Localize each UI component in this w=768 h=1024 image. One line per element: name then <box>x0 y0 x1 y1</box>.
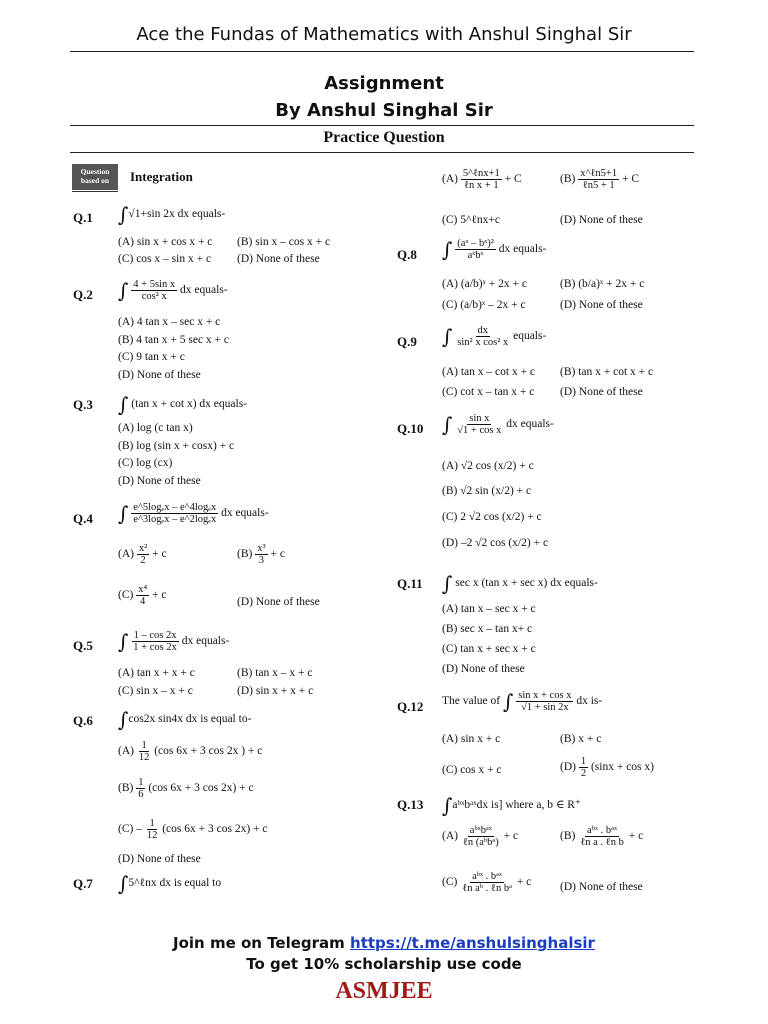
q13-number: Q.13 <box>397 797 424 812</box>
q7-option-b[interactable]: (B) $\frac{\text{x\textasciicircum{}ℓn5+1}}{\text{ℓn5 + 1}}$ + C <box>560 168 640 191</box>
q13-option-b[interactable]: (B) $\frac{\text{aᵇˣ . bᵃˣ}}{\text{ℓn a . ℓn b}}$ + c <box>560 825 644 848</box>
q9-stem: ∫ $\frac{dx}{\text{sin² x cos² x}}$ equals- <box>442 324 547 349</box>
q8-stem: ∫ $\frac{\text{(aˣ – bˣ)²}}{\text{aˣbˣ}}$ dx equals- <box>442 237 547 262</box>
q1-option-a[interactable]: (A) sin x + cos x + c <box>118 236 213 248</box>
telegram-line: Join me on Telegram https://t.me/anshulsinghalsir <box>173 934 595 952</box>
q11-number: Q.11 <box>397 576 423 591</box>
q11-option-c[interactable]: (C) tan x + sec x + c <box>442 643 536 655</box>
q5-stem: ∫ $\frac{1 - \cos 2x}{1 + \cos 2x}$ dx equals- <box>118 629 230 654</box>
q10-number: Q.10 <box>397 421 424 436</box>
q6-option-b[interactable]: (B) $\frac{1}{6}$ (cos 6x + 3 cos 2x) + c <box>118 777 254 800</box>
integral-icon: ∫ <box>118 501 129 526</box>
scholarship-line: To get 10% scholarship use code <box>246 955 522 973</box>
q12-fraction: $\frac{\text{sin x + cos x}}{√1 + \sin 2x}$ <box>518 690 572 713</box>
q4-number: Q.4 <box>73 511 93 526</box>
q4-option-a[interactable]: (A) $\frac{\text{x²}}{2}$ + c <box>118 543 167 566</box>
q2-option-c[interactable]: (C) 9 tan x + c <box>118 351 185 363</box>
topic-label: Integration <box>130 169 193 184</box>
integral-icon: ∫ <box>442 412 453 437</box>
q8-number: Q.8 <box>397 247 417 262</box>
q7-stem: ∫5^ℓnx dx is equal to <box>118 871 222 896</box>
integral-icon: ∫ <box>442 324 453 349</box>
q6-number: Q.6 <box>73 713 93 728</box>
q12-option-c[interactable]: (C) cos x + c <box>442 764 502 776</box>
q13-option-a[interactable]: (A) $\frac{\text{aᵇˣbᵃˣ}}{\text{ℓn (aᵇbᵃ)}}$ + c <box>442 825 519 848</box>
q3-option-c[interactable]: (C) log (cx) <box>118 457 173 469</box>
q10-fraction: $\frac{\text{sin x}}{\text{√1 + cos x}}$ <box>457 413 502 436</box>
q13-stem: ∫aᵇˣbᵃˣdx is] where a, b ∈ R⁺ <box>442 793 581 818</box>
q11-option-b[interactable]: (B) sec x – tan x+ c <box>442 623 533 635</box>
q2-option-b[interactable]: (B) 4 tan x + 5 sec x + c <box>118 334 230 346</box>
q1-option-b[interactable]: (B) sin x – cos x + c <box>237 236 331 248</box>
q12-number: Q.12 <box>397 699 424 714</box>
q11-option-a[interactable]: (A) tan x – sec x + c <box>442 603 536 615</box>
q7-option-c[interactable]: (C) 5^ℓnx+c <box>442 214 500 226</box>
integral-icon: ∫ <box>442 793 453 818</box>
q11-option-d[interactable]: (D) None of these <box>442 663 525 675</box>
badge-underline <box>72 191 118 192</box>
q9-option-c[interactable]: (C) cot x – tan x + c <box>442 386 535 398</box>
q4-option-b[interactable]: (B) $\frac{\text{x³}}{3}$ + c <box>237 543 285 566</box>
q1-option-c[interactable]: (C) cos x – sin x + c <box>118 253 212 265</box>
q10-option-b[interactable]: (B) √2 sin (x/2) + c <box>442 485 532 497</box>
q6-option-c[interactable]: (C) – $\frac{1}{12}$ (cos 6x + 3 cos 2x) + c <box>118 818 268 841</box>
q9-fraction: $\frac{dx}{\text{sin² x cos² x}}$ <box>457 325 509 348</box>
q9-number: Q.9 <box>397 334 417 349</box>
q2-fraction: $\frac{\text{4 + 5sin x}}{\text{cos² x}}$ <box>133 279 176 302</box>
q5-option-b[interactable]: (B) tan x – x + c <box>237 667 313 679</box>
integral-icon: ∫ <box>503 689 514 714</box>
q11-stem: ∫ sec x (tan x + sec x) dx equals- <box>442 571 598 596</box>
integral-icon: ∫ <box>442 571 453 596</box>
integral-icon: ∫ <box>118 707 129 732</box>
integral-icon: ∫ <box>118 871 129 896</box>
q3-option-d[interactable]: (D) None of these <box>118 475 201 487</box>
q10-stem: ∫ $\frac{\text{sin x}}{\text{√1 + cos x}}$ dx equals- <box>442 412 554 437</box>
q3-number: Q.3 <box>73 397 93 412</box>
q10-option-d[interactable]: (D) –2 √2 cos (x/2) + c <box>442 537 549 549</box>
q9-option-a[interactable]: (A) tan x – cot x + c <box>442 366 536 378</box>
q8-option-d[interactable]: (D) None of these <box>560 299 643 311</box>
q6-stem: ∫cos2x sin4x dx is equal to- <box>118 707 252 732</box>
header-divider <box>70 51 694 52</box>
title-divider-top <box>70 125 694 126</box>
q3-option-b[interactable]: (B) log (sin x + cosx) + c <box>118 440 235 452</box>
q3-stem: ∫ (tan x + cot x) dx equals- <box>118 392 247 417</box>
assignment-title: Assignment <box>324 73 444 94</box>
q12-option-b[interactable]: (B) x + c <box>560 733 602 745</box>
q4-fraction: $\frac{\text{e\textasciicircum{}5logₑx – e\textasciicircum{}4logₑx}}{\text{e\textasciicircum{}3logₑx – e\textasciicircum{}2logₑx}}$ <box>133 502 217 525</box>
coupon-code: ASMJEE <box>335 978 433 1004</box>
q10-option-c[interactable]: (C) 2 √2 cos (x/2) + c <box>442 511 542 523</box>
page-header: Ace the Fundas of Mathematics with Anshul Singhal Sir <box>136 24 632 45</box>
q9-option-b[interactable]: (B) tan x + cot x + c <box>560 366 654 378</box>
q8-option-a[interactable]: (A) (a/b)ˣ + 2x + c <box>442 278 527 290</box>
q4-option-d[interactable]: (D) None of these <box>237 596 320 608</box>
q2-option-a[interactable]: (A) 4 tan x – sec x + c <box>118 316 221 328</box>
q2-option-d[interactable]: (D) None of these <box>118 369 201 381</box>
q6-option-d[interactable]: (D) None of these <box>118 853 201 865</box>
q2-number: Q.2 <box>73 287 93 302</box>
q5-fraction: $\frac{1 - \cos 2x}{1 + \cos 2x}$ <box>133 630 177 653</box>
integral-icon: ∫ <box>118 629 129 654</box>
q2-stem: ∫ $\frac{\text{4 + 5sin x}}{\text{cos² x}}$ dx equals- <box>118 278 228 303</box>
q5-number: Q.5 <box>73 638 93 653</box>
q12-option-d[interactable]: (D) $\frac{1}{2}$ (sinx + cos x) <box>560 756 654 779</box>
title-divider-bottom <box>70 152 694 153</box>
q1-stem: ∫√1+sin 2x dx equals- <box>118 202 226 227</box>
integral-icon: ∫ <box>442 237 453 262</box>
integral-icon: ∫ <box>118 278 129 303</box>
q4-stem: ∫ $\frac{\text{e\textasciicircum{}5logₑx – e\textasciicircum{}4logₑx}}{\text{e\textasciicircum{}3logₑx – e\textasciicircum{}2logₑx}}$ dx equals- <box>118 501 269 526</box>
integral-icon: ∫ <box>118 202 129 227</box>
q5-option-c[interactable]: (C) sin x – x + c <box>118 685 193 697</box>
q3-option-a[interactable]: (A) log (c tan x) <box>118 422 193 434</box>
q4-option-c[interactable]: (C) $\frac{\text{x⁴}}{4}$ + c <box>118 584 167 607</box>
practice-title: Practice Question <box>323 129 445 146</box>
q1-number: Q.1 <box>73 210 93 225</box>
q12-option-a[interactable]: (A) sin x + c <box>442 733 501 745</box>
q6-option-a[interactable]: (A) $\frac{1}{12}$ (cos 6x + 3 cos 2x ) + c <box>118 740 263 763</box>
q8-option-c[interactable]: (C) (a/b)ˣ – 2x + c <box>442 299 526 311</box>
author-title: By Anshul Singhal Sir <box>275 100 493 121</box>
integral-icon: ∫ <box>118 392 129 417</box>
q8-fraction: $\frac{\text{(aˣ – bˣ)²}}{\text{aˣbˣ}}$ <box>457 238 494 261</box>
q7-number: Q.7 <box>73 876 93 891</box>
q5-option-a[interactable]: (A) tan x + x + c <box>118 667 195 679</box>
q9-option-d[interactable]: (D) None of these <box>560 386 643 398</box>
q7-option-d[interactable]: (D) None of these <box>560 214 643 226</box>
q7-option-a[interactable]: (A) $\frac{\text{5\textasciicircum{}ℓnx+1}}{\text{ℓn x + 1}}$ + C <box>442 168 522 191</box>
q10-option-a[interactable]: (A) √2 cos (x/2) + c <box>442 460 534 472</box>
telegram-link[interactable]: https://t.me/anshulsinghalsir <box>350 934 595 952</box>
q8-option-b[interactable]: (B) (b/a)ˣ + 2x + c <box>560 278 645 290</box>
question-based-badge: Question based on <box>72 164 118 190</box>
q5-option-d[interactable]: (D) sin x + x + c <box>237 685 314 697</box>
q1-option-d[interactable]: (D) None of these <box>237 253 320 265</box>
q12-stem: The value of ∫ $\frac{\text{sin x + cos x}}{√1 + \sin 2x}$ dx is- <box>442 689 603 714</box>
q13-option-c[interactable]: (C) $\frac{\text{aᵇˣ . bᵃˣ}}{\text{ℓn aᵇ . ℓn bᵃ}}$ + c <box>442 871 532 894</box>
q13-option-d[interactable]: (D) None of these <box>560 881 643 893</box>
